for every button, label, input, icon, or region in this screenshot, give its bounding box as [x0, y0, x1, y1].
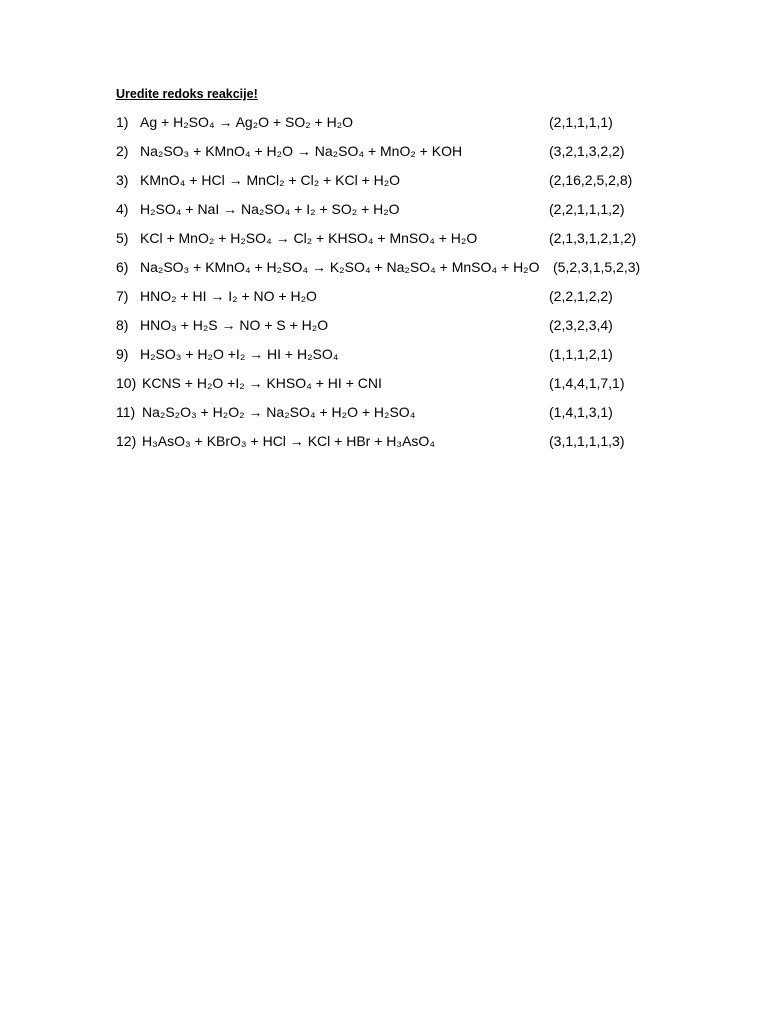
reaction-equation: H₂SO₄ + NaI → Na₂SO₄ + I₂ + SO₂ + H₂O	[140, 201, 400, 217]
reaction-row	[116, 314, 676, 343]
reaction-coefficients: (3,1,1,1,1,3)	[549, 433, 625, 449]
reaction-number: 3)	[116, 172, 129, 188]
reaction-coefficients: (2,3,2,3,4)	[549, 317, 613, 333]
reaction-coefficients: (2,2,1,2,2)	[549, 288, 613, 304]
reaction-equation: H₃AsO₃ + KBrO₃ + HCl → KCl + HBr + H₃AsO₄	[142, 433, 436, 449]
reaction-number: 9)	[116, 346, 129, 362]
reaction-number: 2)	[116, 143, 129, 159]
reaction-number: 11)	[116, 404, 136, 420]
reaction-equation: KMnO₄ + HCl → MnCl₂ + Cl₂ + KCl + H₂O	[140, 172, 401, 188]
reaction-row	[116, 430, 676, 459]
reaction-number: 12)	[116, 433, 137, 449]
reaction-number: 7)	[116, 288, 129, 304]
reaction-coefficients: (1,4,4,1,7,1)	[549, 375, 625, 391]
reaction-equation: KCNS + H₂O +I₂ → KHSO₄ + HI + CNI	[142, 375, 382, 391]
reaction-equation: KCl + MnO₂ + H₂SO₄ → Cl₂ + KHSO₄ + MnSO₄ + H₂O	[140, 230, 478, 246]
reaction-coefficients: (2,16,2,5,2,8)	[549, 172, 633, 188]
reaction-equation: Na₂S₂O₃ + H₂O₂ → Na₂SO₄ + H₂O + H₂SO₄	[142, 404, 416, 420]
reaction-row	[116, 169, 676, 198]
reaction-number: 5)	[116, 230, 129, 246]
reaction-coefficients: (2,1,1,1,1)	[549, 114, 613, 130]
reaction-coefficients: (1,4,1,3,1)	[549, 404, 613, 420]
reaction-number: 6)	[116, 259, 129, 275]
reaction-row	[116, 256, 676, 285]
reaction-row	[116, 372, 676, 401]
reaction-coefficients: (1,1,1,2,1)	[549, 346, 613, 362]
reaction-coefficients: (2,1,3,1,2,1,2)	[549, 230, 637, 246]
reaction-equation: Ag + H₂SO₄ → Ag₂O + SO₂ + H₂O	[140, 114, 354, 130]
reaction-row	[116, 111, 676, 140]
reaction-equation: Na₂SO₃ + KMnO₄ + H₂O → Na₂SO₄ + MnO₂ + KOH	[140, 143, 463, 159]
reaction-equation: Na₂SO₃ + KMnO₄ + H₂SO₄ → K₂SO₄ + Na₂SO₄ + MnSO₄ + H₂O	[140, 259, 540, 275]
reaction-number: 4)	[116, 201, 129, 217]
reaction-list	[116, 111, 676, 459]
reaction-row	[116, 140, 676, 169]
reaction-row	[116, 285, 676, 314]
reaction-row	[116, 343, 676, 372]
reaction-number: 10)	[116, 375, 137, 391]
reaction-equation: HNO₂ + HI → I₂ + NO + H₂O	[140, 288, 317, 304]
reaction-number: 8)	[116, 317, 129, 333]
reaction-row	[116, 198, 676, 227]
reaction-row	[116, 401, 676, 430]
reaction-row	[116, 227, 676, 256]
reaction-coefficients: (3,2,1,3,2,2)	[549, 143, 625, 159]
reaction-equation: HNO₃ + H₂S → NO + S + H₂O	[140, 317, 329, 333]
reaction-number: 1)	[116, 114, 129, 130]
reaction-coefficients: (2,2,1,1,1,2)	[549, 201, 625, 217]
reaction-equation: H₂SO₃ + H₂O +I₂ → HI + H₂SO₄	[140, 346, 339, 362]
reaction-coefficients: (5,2,3,1,5,2,3)	[553, 259, 641, 275]
document-title: Uredite redoks reakcije!	[116, 87, 258, 101]
